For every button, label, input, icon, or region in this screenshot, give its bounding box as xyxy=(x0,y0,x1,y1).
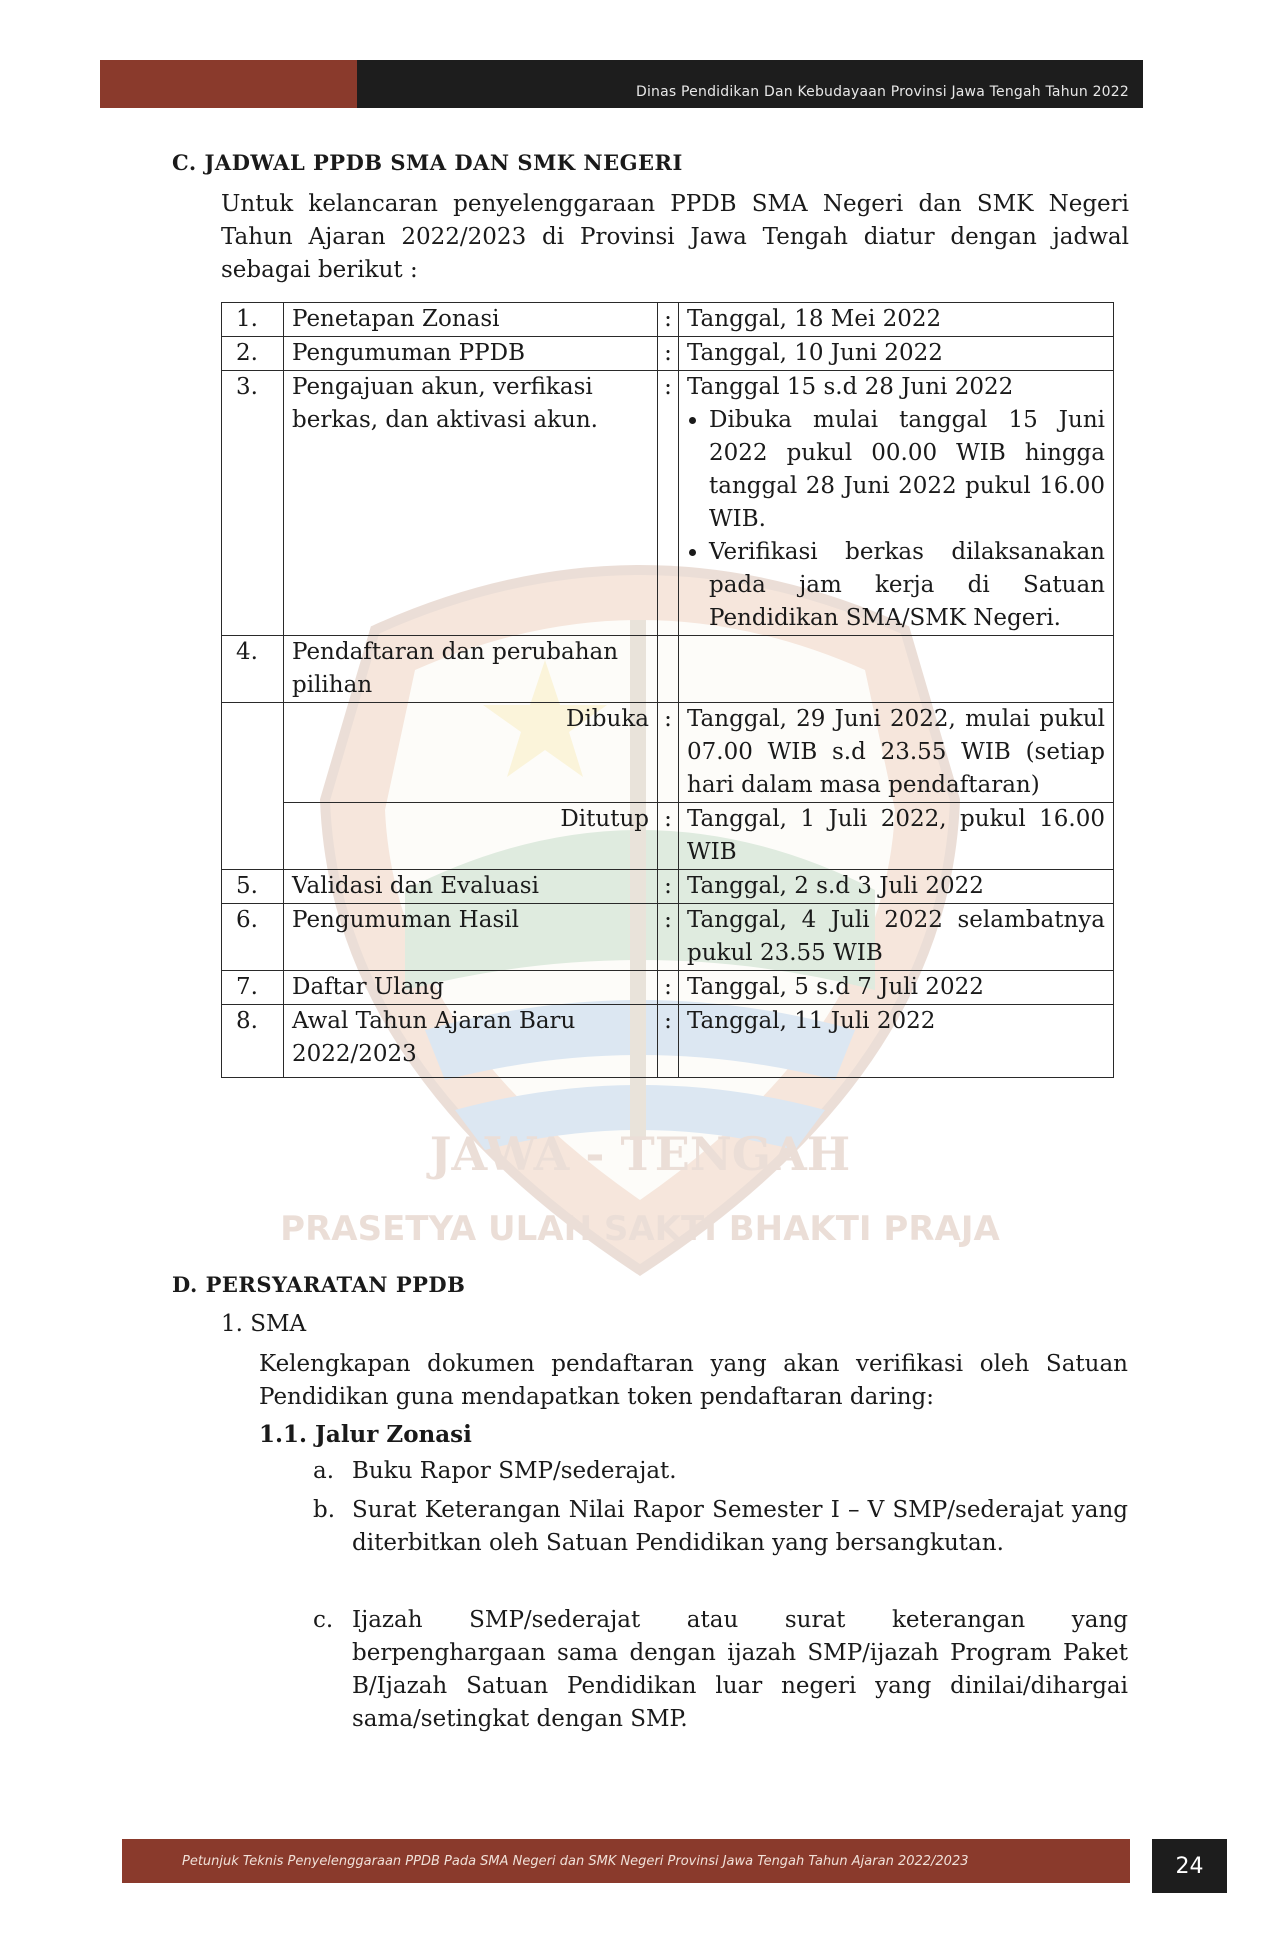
section-c-intro: Untuk kelancaran penyelenggaraan PPDB SMA Negeri dan SMK Negeri Tahun Ajaran 2022/2023 di Provinsi Jawa Tengah diatur dengan jadwal sebagai berikut : xyxy=(221,191,1129,283)
item-letter: c. xyxy=(313,1607,334,1633)
row-colon: : xyxy=(658,803,679,870)
row-colon: : xyxy=(658,870,679,904)
table-row xyxy=(222,870,1114,904)
row-value: Tanggal, 5 s.d 7 Juli 2022 xyxy=(679,971,1114,1005)
watermark-motto: PRASETYA ULAH SAKTI BHAKTI PRAJA xyxy=(280,1209,1000,1249)
row-item: Validasi dan Evaluasi xyxy=(284,870,658,904)
row-colon xyxy=(658,636,679,703)
watermark-band-text: JAWA - TENGAH xyxy=(429,1127,851,1181)
section-d-sub1-text: Kelengkapan dokumen pendaftaran yang akan verifikasi oleh Satuan Pendidikan guna mendapatkan token pendaftaran daring: xyxy=(259,1351,1128,1410)
table-row xyxy=(222,971,1114,1005)
row-number: 7. xyxy=(222,971,284,1005)
row-number: 5. xyxy=(222,870,284,904)
page-header xyxy=(100,60,1143,108)
schedule-table xyxy=(221,302,1114,1078)
row-item: Pengumuman Hasil xyxy=(284,904,658,971)
table-row xyxy=(222,1005,1114,1078)
row-number: 3. xyxy=(222,371,284,636)
row-item: Pengajuan akun, verfikasi berkas, dan aktivasi akun. xyxy=(284,371,658,636)
row-item: Daftar Ulang xyxy=(284,971,658,1005)
item-text: Buku Rapor SMP/sederajat. xyxy=(352,1458,677,1484)
bullet-item: • Verifikasi berkas dilaksanakan pada jam kerja di Satuan Pendidikan SMA/SMK Negeri. xyxy=(709,536,1105,635)
row-colon: : xyxy=(658,337,679,371)
item-letter: a. xyxy=(313,1458,335,1484)
row-number: 2. xyxy=(222,337,284,371)
row-colon: : xyxy=(658,971,679,1005)
header-text: Dinas Pendidikan Dan Kebudayaan Provinsi Jawa Tengah Tahun 2022 xyxy=(357,60,1143,108)
row-number: 8. xyxy=(222,1005,284,1078)
row-number: 6. xyxy=(222,904,284,971)
row-value: Tanggal, 4 Juli 2022 selambatnya pukul 23.55 WIB xyxy=(679,904,1114,971)
table-row xyxy=(222,636,1114,703)
row-value: Tanggal 15 s.d 28 Juni 2022 xyxy=(687,374,1014,400)
item-letter: b. xyxy=(313,1497,336,1523)
bullet-list xyxy=(687,404,1105,635)
row-item: Pendaftaran dan perubahan pilihan xyxy=(284,636,658,703)
bullet-item: • Dibuka mulai tanggal 15 Juni 2022 pukul 00.00 WIB hingga tanggal 28 Juni 2022 pukul 16.00 WIB. xyxy=(709,404,1105,536)
header-accent xyxy=(100,60,357,108)
table-row xyxy=(222,703,1114,803)
section-d-title: D. PERSYARATAN PPDB xyxy=(172,1272,466,1297)
table-row xyxy=(222,904,1114,971)
row-number: 4. xyxy=(222,636,284,703)
row-value-cell xyxy=(679,371,1114,636)
row-colon: : xyxy=(658,703,679,803)
section-c-title: C. JADWAL PPDB SMA DAN SMK NEGERI xyxy=(172,150,683,175)
row-subitem: Dibuka xyxy=(284,703,658,803)
row-value: Tanggal, 2 s.d 3 Juli 2022 xyxy=(679,870,1114,904)
page-footer: Petunjuk Teknis Penyelenggaraan PPDB Pada SMA Negeri dan SMK Negeri Provinsi Jawa Tengah Tahun Ajaran 2022/2023 xyxy=(122,1839,1130,1883)
row-number xyxy=(222,703,284,870)
row-value: Tanggal, 10 Juni 2022 xyxy=(679,337,1114,371)
row-subitem: Ditutup xyxy=(284,803,658,870)
table-row xyxy=(222,303,1114,337)
row-colon: : xyxy=(658,1005,679,1078)
section-d-sub1: 1. SMA xyxy=(221,1311,307,1337)
row-item: Awal Tahun Ajaran Baru 2022/2023 xyxy=(284,1005,658,1078)
row-colon: : xyxy=(658,371,679,636)
row-value: Tanggal, 18 Mei 2022 xyxy=(679,303,1114,337)
row-value xyxy=(679,636,1114,703)
page-number: 24 xyxy=(1152,1839,1227,1893)
row-colon: : xyxy=(658,904,679,971)
item-text: Ijazah SMP/sederajat atau surat keterangan yang berpenghargaan sama dengan ijazah SMP/ijazah Program Paket B/Ijazah Satuan Pendidikan luar negeri yang dinilai/dihargai sama/setingkat dengan SMP. xyxy=(352,1607,1128,1732)
row-value: Tanggal, 1 Juli 2022, pukul 16.00 WIB xyxy=(679,803,1114,870)
table-row xyxy=(222,803,1114,870)
row-value: Tanggal, 29 Juni 2022, mulai pukul 07.00 WIB s.d 23.55 WIB (setiap hari dalam masa pendaftaran) xyxy=(679,703,1114,803)
row-item: Penetapan Zonasi xyxy=(284,303,658,337)
table-row xyxy=(222,337,1114,371)
row-number: 1. xyxy=(222,303,284,337)
row-item: Pengumuman PPDB xyxy=(284,337,658,371)
row-colon: : xyxy=(658,303,679,337)
item-text: Surat Keterangan Nilai Rapor Semester I – V SMP/sederajat yang diterbitkan oleh Satuan Pendidikan yang bersangkutan. xyxy=(352,1497,1128,1556)
row-value: Tanggal, 11 Juli 2022 xyxy=(679,1005,1114,1078)
table-row xyxy=(222,371,1114,636)
jalur-zonasi-heading: 1.1. Jalur Zonasi xyxy=(259,1421,472,1448)
